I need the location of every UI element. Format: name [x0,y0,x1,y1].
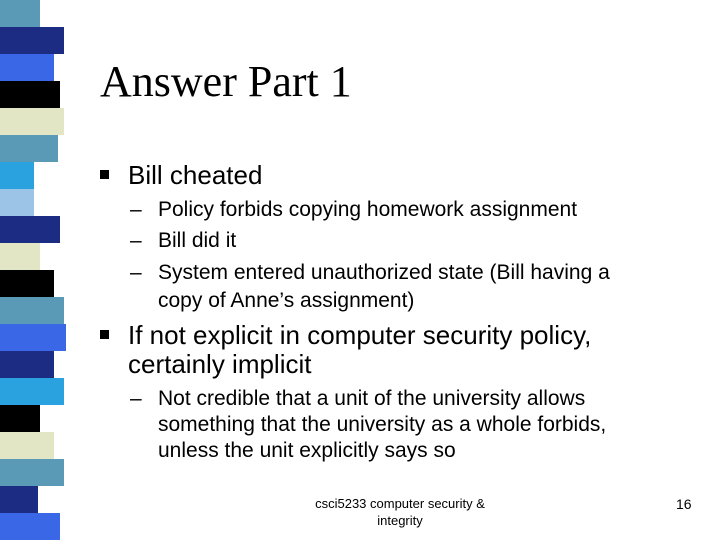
dash-marker: – [130,229,142,252]
stripe-block [0,378,64,405]
stripe-block [0,270,54,297]
stripe-block [0,189,34,216]
bullet-marker [100,330,109,339]
bullet-text: If not explicit in computer security policy, [128,320,592,350]
sub-bullet-text: System entered unauthorized state (Bill having a [158,261,610,284]
stripe-block [0,27,64,54]
stripe-block [0,216,60,243]
slide-footer [300,495,500,529]
dash-marker: – [130,387,142,410]
footer-line: integrity [377,513,423,528]
page-number: 16 [676,496,692,512]
dash-marker: – [130,198,142,221]
stripe-block [0,108,64,135]
sub-bullet-text: Not credible that a unit of the university allows [158,387,586,410]
sub-bullet-text: unless the unit explicitly says so [158,439,456,462]
stripe-block [0,432,54,459]
bullet-marker [100,170,109,179]
stripe-block [0,243,40,270]
slide-title: Answer Part 1 [100,57,352,106]
stripe-block [0,162,34,189]
bullet-text: Bill cheated [128,160,263,190]
stripe-block [0,324,66,351]
stripe-block [0,81,60,108]
stripe-block [0,54,54,81]
sub-bullet-text: something that the university as a whole forbids, [158,413,607,436]
stripe-block [0,486,38,513]
sub-bullet-text: Policy forbids copying homework assignment [158,198,578,221]
bullet-text: certainly implicit [128,349,312,379]
stripe-block [0,459,64,486]
sub-bullet-text: copy of Anne’s assignment) [158,289,415,312]
sub-bullet-text: Bill did it [158,229,237,252]
stripe-block [0,0,40,27]
stripe-block [0,405,40,432]
stripe-block [0,135,58,162]
stripe-block [0,513,60,540]
dash-marker: – [130,261,142,284]
footer-line: csci5233 computer security & [315,496,485,511]
stripe-block [0,297,64,324]
decorative-stripe [0,0,68,540]
stripe-block [0,351,54,378]
